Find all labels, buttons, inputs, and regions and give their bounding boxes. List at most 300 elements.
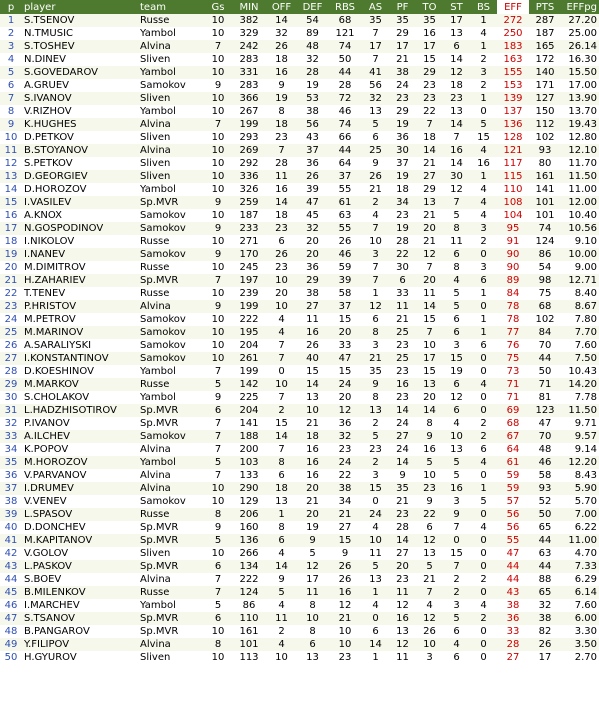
- cell-as: 26: [362, 170, 389, 183]
- cell-player: D.KOESHINOV: [22, 365, 138, 378]
- cell-min: 259: [232, 196, 266, 209]
- cell-as: 3: [362, 339, 389, 352]
- cell-min: 188: [232, 430, 266, 443]
- cell-st: 5: [443, 469, 470, 482]
- cell-pts: 123: [529, 404, 561, 417]
- cell-gs: 10: [204, 53, 232, 66]
- cell-st: 4: [443, 638, 470, 651]
- col-header-pf[interactable]: PF: [389, 0, 416, 14]
- cell-def: 40: [297, 352, 328, 365]
- cell-rank: 40: [0, 521, 22, 534]
- table-row: [0, 157, 599, 170]
- cell-min: 161: [232, 625, 266, 638]
- table-row: [0, 326, 599, 339]
- cell-pf: 21: [389, 53, 416, 66]
- cell-off: 15: [266, 417, 297, 430]
- cell-st: 14: [443, 157, 470, 170]
- cell-pts: 86: [529, 248, 561, 261]
- cell-min: 222: [232, 313, 266, 326]
- cell-pf: 30: [389, 144, 416, 157]
- cell-off: 23: [266, 131, 297, 144]
- cell-st: 12: [443, 183, 470, 196]
- cell-pts: 93: [529, 482, 561, 495]
- cell-off: 4: [266, 638, 297, 651]
- cell-player: K.POPOV: [22, 443, 138, 456]
- cell-to: 5: [416, 456, 443, 469]
- cell-rank: 26: [0, 339, 22, 352]
- cell-off: 23: [266, 222, 297, 235]
- cell-as: 13: [362, 105, 389, 118]
- cell-rank: 17: [0, 222, 22, 235]
- cell-pf: 24: [389, 79, 416, 92]
- cell-effpg: 6.29: [561, 573, 599, 586]
- col-header-gs[interactable]: Gs: [204, 0, 232, 14]
- cell-to: 20: [416, 391, 443, 404]
- cell-to: 7: [416, 586, 443, 599]
- cell-def: 9: [297, 534, 328, 547]
- cell-pts: 127: [529, 92, 561, 105]
- cell-rank: 29: [0, 378, 22, 391]
- cell-def: 13: [297, 391, 328, 404]
- cell-gs: 10: [204, 92, 232, 105]
- cell-gs: 9: [204, 222, 232, 235]
- cell-team: Samokov: [138, 313, 204, 326]
- cell-rbs: 121: [328, 27, 362, 40]
- table-row: [0, 53, 599, 66]
- table-row: [0, 261, 599, 274]
- cell-to: 17: [416, 40, 443, 53]
- cell-bs: 6: [470, 443, 497, 456]
- cell-min: 133: [232, 469, 266, 482]
- cell-team: Alvina: [138, 40, 204, 53]
- cell-player: I.MARCHEV: [22, 599, 138, 612]
- cell-player: D.HOROZOV: [22, 183, 138, 196]
- table-row: [0, 482, 599, 495]
- cell-gs: 10: [204, 183, 232, 196]
- cell-to: 16: [416, 27, 443, 40]
- cell-eff: 121: [497, 144, 529, 157]
- cell-pts: 63: [529, 547, 561, 560]
- cell-def: 14: [297, 378, 328, 391]
- cell-gs: 7: [204, 118, 232, 131]
- cell-bs: 0: [470, 469, 497, 482]
- cell-as: 24: [362, 508, 389, 521]
- cell-rank: 24: [0, 313, 22, 326]
- col-header-to[interactable]: TO: [416, 0, 443, 14]
- cell-rank: 35: [0, 456, 22, 469]
- cell-team: Sliven: [138, 131, 204, 144]
- cell-def: 26: [297, 339, 328, 352]
- cell-player: I.NIKOLOV: [22, 235, 138, 248]
- cell-pts: 52: [529, 495, 561, 508]
- cell-gs: 10: [204, 339, 232, 352]
- cell-rank: 44: [0, 573, 22, 586]
- col-header-rbs[interactable]: RBS: [328, 0, 362, 14]
- cell-team: Samokov: [138, 248, 204, 261]
- cell-min: 366: [232, 92, 266, 105]
- cell-team: Russe: [138, 261, 204, 274]
- cell-as: 2: [362, 196, 389, 209]
- cell-rank: 8: [0, 105, 22, 118]
- cell-pf: 28: [389, 521, 416, 534]
- cell-as: 2: [362, 417, 389, 430]
- cell-eff: 163: [497, 53, 529, 66]
- cell-to: 10: [416, 469, 443, 482]
- cell-pts: 161: [529, 170, 561, 183]
- cell-player: V.PARVANOV: [22, 469, 138, 482]
- cell-rank: 13: [0, 170, 22, 183]
- cell-rbs: 74: [328, 118, 362, 131]
- cell-as: 12: [362, 300, 389, 313]
- cell-gs: 10: [204, 144, 232, 157]
- cell-st: 3: [443, 339, 470, 352]
- col-header-eff[interactable]: EFF: [497, 0, 529, 14]
- cell-bs: 1: [470, 14, 497, 27]
- cell-bs: 0: [470, 352, 497, 365]
- cell-to: 12: [416, 534, 443, 547]
- cell-eff: 104: [497, 209, 529, 222]
- cell-eff: 117: [497, 157, 529, 170]
- cell-bs: 5: [470, 118, 497, 131]
- cell-def: 15: [297, 365, 328, 378]
- cell-st: 17: [443, 14, 470, 27]
- cell-to: 12: [416, 248, 443, 261]
- cell-as: 56: [362, 79, 389, 92]
- cell-eff: 136: [497, 118, 529, 131]
- cell-rbs: 68: [328, 14, 362, 27]
- table-row: [0, 248, 599, 261]
- cell-eff: 90: [497, 261, 529, 274]
- cell-bs: 0: [470, 547, 497, 560]
- cell-off: 14: [266, 196, 297, 209]
- cell-pf: 21: [389, 495, 416, 508]
- cell-eff: 73: [497, 365, 529, 378]
- cell-eff: 64: [497, 443, 529, 456]
- cell-rbs: 61: [328, 196, 362, 209]
- cell-pf: 38: [389, 66, 416, 79]
- cell-gs: 7: [204, 40, 232, 53]
- cell-as: 3: [362, 248, 389, 261]
- cell-rank: 22: [0, 287, 22, 300]
- cell-gs: 7: [204, 573, 232, 586]
- col-header-bs[interactable]: BS: [470, 0, 497, 14]
- cell-as: 6: [362, 131, 389, 144]
- table-row: [0, 92, 599, 105]
- cell-st: 16: [443, 482, 470, 495]
- col-header-st[interactable]: ST: [443, 0, 470, 14]
- table-row: [0, 339, 599, 352]
- cell-eff: 28: [497, 638, 529, 651]
- cell-pts: 47: [529, 417, 561, 430]
- cell-min: 329: [232, 27, 266, 40]
- cell-pf: 19: [389, 170, 416, 183]
- cell-pf: 16: [389, 612, 416, 625]
- cell-pf: 29: [389, 105, 416, 118]
- cell-gs: 9: [204, 391, 232, 404]
- cell-off: 10: [266, 300, 297, 313]
- cell-pts: 74: [529, 222, 561, 235]
- cell-as: 17: [362, 40, 389, 53]
- cell-off: 9: [266, 573, 297, 586]
- cell-player: S.IVANOV: [22, 92, 138, 105]
- table-row: [0, 638, 599, 651]
- cell-team: Sliven: [138, 157, 204, 170]
- cell-rank: 47: [0, 612, 22, 625]
- cell-team: Samokov: [138, 79, 204, 92]
- col-header-min[interactable]: MIN: [232, 0, 266, 14]
- cell-st: 7: [443, 560, 470, 573]
- cell-st: 30: [443, 170, 470, 183]
- cell-effpg: 11.50: [561, 170, 599, 183]
- cell-rank: 32: [0, 417, 22, 430]
- cell-pts: 88: [529, 573, 561, 586]
- col-header-as[interactable]: AS: [362, 0, 389, 14]
- cell-to: 14: [416, 404, 443, 417]
- cell-eff: 55: [497, 534, 529, 547]
- cell-pts: 82: [529, 625, 561, 638]
- cell-effpg: 3.50: [561, 638, 599, 651]
- cell-min: 170: [232, 248, 266, 261]
- table-row: [0, 352, 599, 365]
- cell-to: 27: [416, 170, 443, 183]
- cell-gs: 10: [204, 651, 232, 664]
- cell-as: 1: [362, 651, 389, 664]
- cell-as: 2: [362, 456, 389, 469]
- cell-team: Russe: [138, 586, 204, 599]
- cell-gs: 7: [204, 586, 232, 599]
- col-header-rank[interactable]: p: [0, 0, 22, 14]
- cell-pts: 98: [529, 274, 561, 287]
- cell-rank: 7: [0, 92, 22, 105]
- cell-min: 101: [232, 638, 266, 651]
- cell-pf: 11: [389, 651, 416, 664]
- cell-effpg: 8.67: [561, 300, 599, 313]
- cell-gs: 6: [204, 612, 232, 625]
- cell-as: 3: [362, 469, 389, 482]
- cell-to: 23: [416, 79, 443, 92]
- cell-off: 4: [266, 547, 297, 560]
- col-header-def[interactable]: DEF: [297, 0, 328, 14]
- table-row: [0, 378, 599, 391]
- cell-rbs: 64: [328, 157, 362, 170]
- col-header-pts[interactable]: PTS: [529, 0, 561, 14]
- cell-min: 290: [232, 482, 266, 495]
- cell-pf: 23: [389, 92, 416, 105]
- cell-eff: 68: [497, 417, 529, 430]
- cell-team: Yambol: [138, 66, 204, 79]
- cell-team: Samokov: [138, 222, 204, 235]
- cell-pf: 11: [389, 586, 416, 599]
- cell-rbs: 37: [328, 300, 362, 313]
- cell-off: 16: [266, 66, 297, 79]
- cell-st: 6: [443, 651, 470, 664]
- cell-gs: 7: [204, 430, 232, 443]
- cell-def: 19: [297, 79, 328, 92]
- cell-as: 10: [362, 235, 389, 248]
- cell-bs: 0: [470, 586, 497, 599]
- cell-as: 13: [362, 573, 389, 586]
- cell-bs: 0: [470, 638, 497, 651]
- cell-rank: 46: [0, 599, 22, 612]
- col-header-team[interactable]: team: [138, 0, 204, 14]
- table-row: [0, 313, 599, 326]
- cell-effpg: 7.70: [561, 326, 599, 339]
- cell-eff: 44: [497, 560, 529, 573]
- table-row: [0, 469, 599, 482]
- cell-rbs: 47: [328, 352, 362, 365]
- col-header-off[interactable]: OFF: [266, 0, 297, 14]
- cell-eff: 89: [497, 274, 529, 287]
- cell-player: L.PASKOV: [22, 560, 138, 573]
- cell-off: 7: [266, 144, 297, 157]
- cell-to: 21: [416, 235, 443, 248]
- cell-rank: 3: [0, 40, 22, 53]
- cell-as: 8: [362, 326, 389, 339]
- cell-rank: 12: [0, 157, 22, 170]
- cell-gs: 10: [204, 14, 232, 27]
- table-row: [0, 586, 599, 599]
- cell-rank: 43: [0, 560, 22, 573]
- cell-effpg: 13.90: [561, 92, 599, 105]
- cell-to: 21: [416, 209, 443, 222]
- cell-def: 8: [297, 625, 328, 638]
- cell-def: 36: [297, 261, 328, 274]
- cell-min: 326: [232, 183, 266, 196]
- cell-effpg: 11.00: [561, 534, 599, 547]
- cell-st: 9: [443, 508, 470, 521]
- cell-gs: 6: [204, 560, 232, 573]
- cell-pts: 81: [529, 391, 561, 404]
- cell-rank: 1: [0, 14, 22, 27]
- cell-effpg: 10.00: [561, 248, 599, 261]
- col-header-player[interactable]: player: [22, 0, 138, 14]
- cell-rbs: 16: [328, 586, 362, 599]
- cell-min: 199: [232, 300, 266, 313]
- cell-bs: 2: [470, 612, 497, 625]
- cell-to: 26: [416, 625, 443, 638]
- cell-off: 18: [266, 482, 297, 495]
- cell-gs: 10: [204, 313, 232, 326]
- cell-pts: 58: [529, 469, 561, 482]
- cell-off: 1: [266, 508, 297, 521]
- table-row: [0, 40, 599, 53]
- cell-player: S.TOSHEV: [22, 40, 138, 53]
- cell-eff: 43: [497, 586, 529, 599]
- cell-effpg: 8.40: [561, 287, 599, 300]
- cell-effpg: 7.33: [561, 560, 599, 573]
- cell-team: Alvina: [138, 482, 204, 495]
- table-row: [0, 27, 599, 40]
- cell-min: 266: [232, 547, 266, 560]
- cell-gs: 5: [204, 599, 232, 612]
- table-row: [0, 430, 599, 443]
- cell-as: 21: [362, 183, 389, 196]
- cell-player: H.GYUROV: [22, 651, 138, 664]
- cell-team: Samokov: [138, 339, 204, 352]
- cell-effpg: 12.71: [561, 274, 599, 287]
- col-header-effpg[interactable]: EFFpg: [561, 0, 599, 14]
- cell-bs: 2: [470, 53, 497, 66]
- cell-rbs: 27: [328, 521, 362, 534]
- cell-gs: 7: [204, 469, 232, 482]
- cell-as: 4: [362, 209, 389, 222]
- cell-min: 233: [232, 222, 266, 235]
- cell-def: 20: [297, 235, 328, 248]
- cell-gs: 10: [204, 170, 232, 183]
- cell-off: 32: [266, 27, 297, 40]
- cell-bs: 4: [470, 27, 497, 40]
- cell-player: T.TENEV: [22, 287, 138, 300]
- cell-bs: 4: [470, 599, 497, 612]
- cell-rbs: 55: [328, 222, 362, 235]
- cell-to: 7: [416, 261, 443, 274]
- cell-gs: 10: [204, 209, 232, 222]
- cell-pf: 36: [389, 131, 416, 144]
- cell-min: 292: [232, 157, 266, 170]
- cell-pf: 16: [389, 378, 416, 391]
- cell-effpg: 11.00: [561, 183, 599, 196]
- cell-rbs: 23: [328, 651, 362, 664]
- cell-as: 4: [362, 599, 389, 612]
- cell-rank: 20: [0, 261, 22, 274]
- cell-rbs: 23: [328, 443, 362, 456]
- cell-rbs: 26: [328, 560, 362, 573]
- cell-st: 14: [443, 53, 470, 66]
- cell-as: 7: [362, 222, 389, 235]
- cell-player: V.GOLOV: [22, 547, 138, 560]
- cell-bs: 16: [470, 157, 497, 170]
- cell-team: Alvina: [138, 469, 204, 482]
- cell-team: Alvina: [138, 144, 204, 157]
- cell-bs: 0: [470, 560, 497, 573]
- cell-min: 134: [232, 560, 266, 573]
- cell-to: 29: [416, 66, 443, 79]
- cell-min: 197: [232, 274, 266, 287]
- cell-pf: 19: [389, 222, 416, 235]
- cell-st: 23: [443, 92, 470, 105]
- cell-bs: 1: [470, 287, 497, 300]
- cell-to: 22: [416, 105, 443, 118]
- cell-bs: 0: [470, 404, 497, 417]
- table-row: [0, 573, 599, 586]
- cell-st: 0: [443, 534, 470, 547]
- cell-eff: 56: [497, 521, 529, 534]
- cell-def: 53: [297, 92, 328, 105]
- cell-min: 283: [232, 53, 266, 66]
- cell-bs: 4: [470, 144, 497, 157]
- cell-eff: 56: [497, 508, 529, 521]
- cell-def: 13: [297, 651, 328, 664]
- table-row: [0, 417, 599, 430]
- cell-st: 5: [443, 456, 470, 469]
- cell-def: 20: [297, 508, 328, 521]
- cell-bs: 0: [470, 391, 497, 404]
- cell-rbs: 50: [328, 53, 362, 66]
- table-row: [0, 183, 599, 196]
- cell-pts: 65: [529, 586, 561, 599]
- cell-min: 110: [232, 612, 266, 625]
- cell-effpg: 7.00: [561, 508, 599, 521]
- cell-pf: 25: [389, 352, 416, 365]
- cell-bs: 6: [470, 274, 497, 287]
- cell-eff: 153: [497, 79, 529, 92]
- cell-min: 204: [232, 339, 266, 352]
- cell-pf: 29: [389, 27, 416, 40]
- cell-rbs: 15: [328, 365, 362, 378]
- cell-team: Sliven: [138, 170, 204, 183]
- cell-effpg: 7.60: [561, 599, 599, 612]
- cell-effpg: 2.70: [561, 651, 599, 664]
